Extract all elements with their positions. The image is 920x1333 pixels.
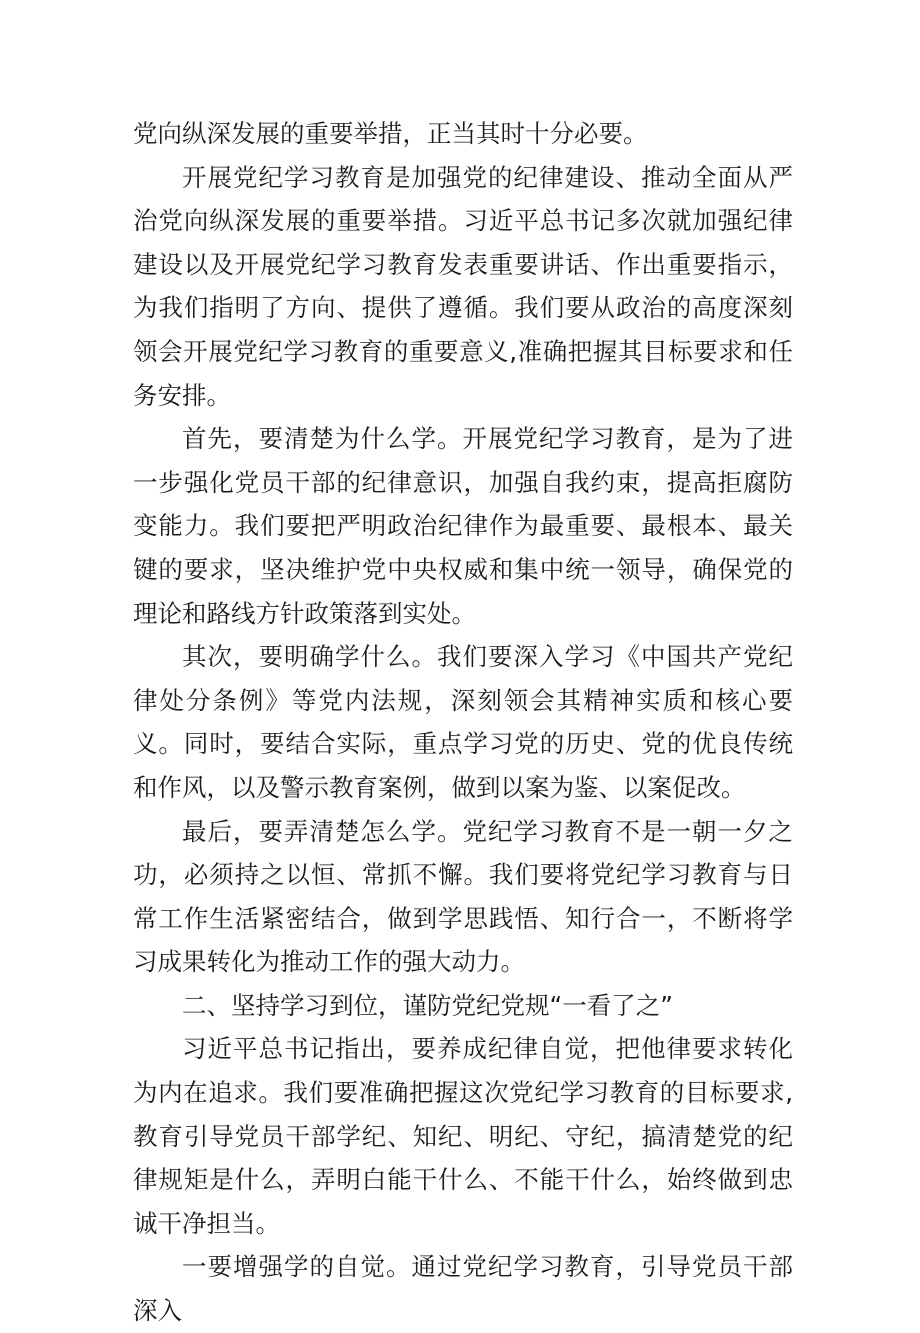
paragraph-8: 一要增强学的自觉。通过党纪学习教育，引导党员干部深入	[133, 1252, 793, 1326]
paragraph-1: 党向纵深发展的重要举措，正当其时十分必要。	[133, 119, 648, 148]
section-heading-2: 二、坚持学习到位，谨防党纪党规“一看了之”	[182, 990, 673, 1020]
paragraph-3: 首先，要清楚为什么学。开展党纪学习教育，是为了进一步强化党员干部的纪律意识，加强自我约束，提高拒腐防变能力。我们要把严明政治纪律作为最重要、最根本、最关键的要求，坚决维护党中央权威和集中统一领导，确保党的理论和路线方针政策落到实处。	[133, 424, 793, 628]
paragraph-5: 最后，要弄清楚怎么学。党纪学习教育不是一朝一夕之功，必须持之以恒、常抓不懈。我们要将党纪学习教育与日常工作生活紧密结合，做到学思践悟、知行合一，不断将学习成果转化为推动工作的强大动力。	[133, 816, 793, 977]
paragraph-7: 习近平总书记指出，要养成纪律自觉，把他律要求转化为内在追求。我们要准确把握这次党纪学习教育的目标要求,教育引导党员干部学纪、知纪、明纪、守纪，搞清楚党的纪律规矩是什么，弄明白能干什么、不能干什么，始终做到忠诚干净担当。	[133, 1034, 793, 1238]
paragraph-2: 开展党纪学习教育是加强党的纪律建设、推动全面从严治党向纵深发展的重要举措。习近平总书记多次就加强纪律建设以及开展党纪学习教育发表重要讲话、作出重要指示，为我们指明了方向、提供了遵循。我们要从政治的高度深刻领会开展党纪学习教育的重要意义,准确把握其目标要求和任务安排。	[133, 162, 793, 410]
paragraph-4: 其次，要明确学什么。我们要深入学习《中国共产党纪律处分条例》等党内法规，深刻领会其精神实质和核心要义。同时，要结合实际，重点学习党的历史、党的优良传统和作风，以及警示教育案例，做到以案为鉴、以案促改。	[133, 642, 793, 802]
document-body	[133, 112, 793, 1333]
